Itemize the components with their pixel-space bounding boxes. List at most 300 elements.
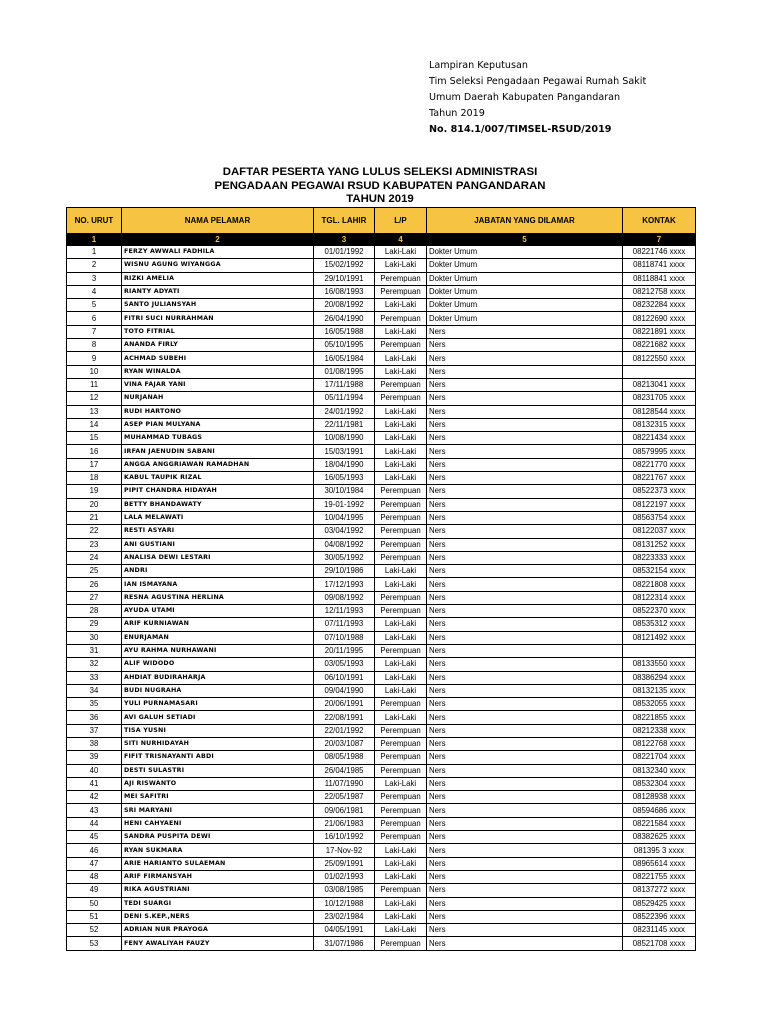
cell-jabatan: Ners [427,751,623,764]
cell-tgl-lahir: 20/06/1991 [314,698,375,711]
cell-no-urut: 36 [67,711,122,724]
cell-jabatan: Dokter Umum [427,299,623,312]
cell-nama-pelamar: AYU RAHMA NURHAWANI [122,644,314,657]
table-row [67,511,696,524]
document-title [60,166,700,207]
table-row [67,711,696,724]
cell-tgl-lahir: 05/11/1994 [314,392,375,405]
cell-jabatan: Ners [427,711,623,724]
table-row [67,365,696,378]
cell-lp: Perempuan [375,591,427,604]
table-row [67,658,696,671]
cell-nama-pelamar: AVI GALUH SETIADI [122,711,314,724]
cell-kontak: 08122550 xxxx [623,352,696,365]
cell-lp: Laki-Laki [375,325,427,338]
table-row [67,299,696,312]
cell-tgl-lahir: 16/05/1993 [314,472,375,485]
cell-lp: Perempuan [375,817,427,830]
cell-no-urut: 7 [67,325,122,338]
cell-nama-pelamar: ARIE HARIANTO SULAEMAN [122,857,314,870]
cell-nama-pelamar: TOTO FITRIAL [122,325,314,338]
cell-kontak: 08132340 xxxx [623,764,696,777]
cell-lp: Laki-Laki [375,711,427,724]
table-row [67,392,696,405]
cell-nama-pelamar: MUHAMMAD TUBAGS [122,432,314,445]
cell-tgl-lahir: 26/04/1985 [314,764,375,777]
cell-nama-pelamar: PIPIT CHANDRA HIDAYAH [122,485,314,498]
cell-kontak: 08522370 xxxx [623,605,696,618]
cell-jabatan: Ners [427,644,623,657]
cell-jabatan: Ners [427,352,623,365]
cell-tgl-lahir: 22/11/1981 [314,418,375,431]
column-number: 3 [314,234,375,246]
cell-tgl-lahir: 09/08/1992 [314,591,375,604]
cell-lp: Laki-Laki [375,777,427,790]
cell-kontak: 08133550 xxxx [623,658,696,671]
cell-jabatan: Ners [427,525,623,538]
cell-kontak: 08221767 xxxx [623,472,696,485]
cell-lp: Laki-Laki [375,405,427,418]
cell-kontak: 08213041 xxxx [623,378,696,391]
cell-nama-pelamar: TEDI SUARGI [122,897,314,910]
table-row [67,551,696,564]
cell-tgl-lahir: 22/01/1992 [314,724,375,737]
cell-kontak: 08122690 xxxx [623,312,696,325]
cell-tgl-lahir: 01/01/1992 [314,246,375,259]
cell-lp: Perempuan [375,538,427,551]
cell-nama-pelamar: FENY AWALIYAH FAUZY [122,937,314,950]
cell-no-urut: 30 [67,631,122,644]
cell-nama-pelamar: RUDI HARTONO [122,405,314,418]
cell-nama-pelamar: FIFIT TRISNAYANTI ABDI [122,751,314,764]
table-row [67,644,696,657]
table-row [67,578,696,591]
cell-lp: Laki-Laki [375,618,427,631]
cell-tgl-lahir: 29/10/1986 [314,565,375,578]
table-row [67,498,696,511]
cell-jabatan: Ners [427,764,623,777]
table-row [67,445,696,458]
cell-kontak: 08532304 xxxx [623,777,696,790]
cell-kontak: 08522396 xxxx [623,910,696,923]
cell-kontak: 08532055 xxxx [623,698,696,711]
cell-no-urut: 49 [67,884,122,897]
table-row [67,631,696,644]
cell-no-urut: 44 [67,817,122,830]
cell-lp: Perempuan [375,698,427,711]
cell-tgl-lahir: 20/03/1087 [314,737,375,750]
cell-lp: Laki-Laki [375,910,427,923]
lampiran-line: Lampiran Keputusan [429,60,528,71]
cell-kontak: 08131252 xxxx [623,538,696,551]
cell-no-urut: 22 [67,525,122,538]
cell-tgl-lahir: 01/02/1993 [314,870,375,883]
cell-nama-pelamar: MEI SAFITRI [122,791,314,804]
cell-jabatan: Ners [427,924,623,937]
cell-no-urut: 46 [67,844,122,857]
cell-tgl-lahir: 09/04/1990 [314,684,375,697]
cell-tgl-lahir: 30/10/1984 [314,485,375,498]
cell-lp: Laki-Laki [375,658,427,671]
cell-nama-pelamar: RIKA AGUSTRIANI [122,884,314,897]
cell-kontak: 08122197 xxxx [623,498,696,511]
cell-jabatan: Ners [427,737,623,750]
cell-kontak: 08221746 xxxx [623,246,696,259]
cell-jabatan: Ners [427,817,623,830]
cell-jabatan: Dokter Umum [427,259,623,272]
cell-kontak [623,644,696,657]
cell-no-urut: 43 [67,804,122,817]
cell-nama-pelamar: SANDRA PUSPITA DEWI [122,831,314,844]
cell-nama-pelamar: WISNU AGUNG WIYANGGA [122,259,314,272]
table-row [67,870,696,883]
header-tgl-lahir: TGL. LAHIR [314,208,375,234]
table-row [67,538,696,551]
cell-nama-pelamar: RYAN SUKMARA [122,844,314,857]
cell-lp: Perempuan [375,724,427,737]
cell-kontak: 08532154 xxxx [623,565,696,578]
cell-lp: Laki-Laki [375,365,427,378]
cell-jabatan: Ners [427,671,623,684]
cell-nama-pelamar: DENI S.KEP.,NERS [122,910,314,923]
cell-no-urut: 5 [67,299,122,312]
cell-jabatan: Ners [427,684,623,697]
cell-lp: Perempuan [375,498,427,511]
cell-kontak: 08221704 xxxx [623,751,696,764]
cell-jabatan: Dokter Umum [427,312,623,325]
cell-lp: Perempuan [375,831,427,844]
cell-no-urut: 21 [67,511,122,524]
cell-lp: Perempuan [375,525,427,538]
table-row [67,791,696,804]
cell-jabatan: Ners [427,339,623,352]
cell-nama-pelamar: AJI RISWANTO [122,777,314,790]
cell-nama-pelamar: RESNA AGUSTINA HERLINA [122,591,314,604]
cell-no-urut: 35 [67,698,122,711]
cell-kontak: 08132315 xxxx [623,418,696,431]
table-row [67,884,696,897]
cell-tgl-lahir: 26/04/1990 [314,312,375,325]
cell-lp: Perempuan [375,605,427,618]
cell-jabatan: Ners [427,698,623,711]
cell-kontak: 08231145 xxxx [623,924,696,937]
cell-nama-pelamar: YULI PURNAMASARI [122,698,314,711]
cell-lp: Perempuan [375,551,427,564]
cell-no-urut: 37 [67,724,122,737]
cell-lp: Perempuan [375,378,427,391]
table-row [67,924,696,937]
cell-no-urut: 9 [67,352,122,365]
cell-lp: Perempuan [375,804,427,817]
table-row [67,737,696,750]
table-row [67,684,696,697]
cell-tgl-lahir: 20/11/1995 [314,644,375,657]
cell-tgl-lahir: 16/10/1992 [314,831,375,844]
cell-kontak: 08579995 xxxx [623,445,696,458]
table-row [67,285,696,298]
cell-no-urut: 26 [67,578,122,591]
lampiran-line: Tahun 2019 [429,108,485,119]
cell-lp: Laki-Laki [375,445,427,458]
cell-nama-pelamar: SRI MARYANI [122,804,314,817]
cell-no-urut: 31 [67,644,122,657]
cell-tgl-lahir: 24/01/1992 [314,405,375,418]
cell-lp: Laki-Laki [375,259,427,272]
table-row [67,272,696,285]
table-row [67,605,696,618]
cell-lp: Perempuan [375,751,427,764]
cell-tgl-lahir: 10/04/1995 [314,511,375,524]
cell-jabatan: Ners [427,365,623,378]
cell-lp: Perempuan [375,485,427,498]
cell-tgl-lahir: 04/08/1992 [314,538,375,551]
cell-kontak: 08221584 xxxx [623,817,696,830]
table-row [67,339,696,352]
table-row [67,777,696,790]
cell-nama-pelamar: AHDIAT BUDIRAHARJA [122,671,314,684]
cell-jabatan: Ners [427,605,623,618]
cell-kontak: 08132135 xxxx [623,684,696,697]
cell-jabatan: Ners [427,804,623,817]
cell-tgl-lahir: 06/10/1991 [314,671,375,684]
cell-nama-pelamar: ARIF KURNIAWAN [122,618,314,631]
cell-kontak: 08521708 xxxx [623,937,696,950]
cell-nama-pelamar: AYUDA UTAMI [122,605,314,618]
cell-jabatan: Ners [427,325,623,338]
cell-jabatan: Ners [427,857,623,870]
cell-lp: Perempuan [375,884,427,897]
cell-nama-pelamar: ASEP PIAN MULYANA [122,418,314,431]
cell-no-urut: 11 [67,378,122,391]
cell-lp: Laki-Laki [375,684,427,697]
title-line-1: DAFTAR PESERTA YANG LULUS SELEKSI ADMINISTRASI [222,166,538,178]
lampiran-line: Tim Seleksi Pengadaan Pegawai Rumah Sakit [429,76,647,87]
cell-no-urut: 47 [67,857,122,870]
cell-lp: Laki-Laki [375,432,427,445]
cell-tgl-lahir: 09/06/1981 [314,804,375,817]
table-row [67,764,696,777]
cell-lp: Laki-Laki [375,299,427,312]
cell-lp: Perempuan [375,339,427,352]
cell-no-urut: 45 [67,831,122,844]
cell-jabatan: Ners [427,551,623,564]
cell-kontak: 08118841 xxxx [623,272,696,285]
table-row [67,831,696,844]
cell-kontak: 08386294 xxxx [623,671,696,684]
cell-no-urut: 3 [67,272,122,285]
cell-no-urut: 34 [67,684,122,697]
cell-tgl-lahir: 30/05/1992 [314,551,375,564]
cell-jabatan: Ners [427,870,623,883]
table-row [67,671,696,684]
cell-kontak: 08221434 xxxx [623,432,696,445]
cell-jabatan: Ners [427,458,623,471]
cell-tgl-lahir: 29/10/1991 [314,272,375,285]
table-row [67,618,696,631]
cell-kontak: 08122314 xxxx [623,591,696,604]
cell-nama-pelamar: IRFAN JAENUDIN SABANI [122,445,314,458]
cell-no-urut: 18 [67,472,122,485]
cell-jabatan: Ners [427,631,623,644]
cell-nama-pelamar: FITRI SUCI NURRAHMAN [122,312,314,325]
cell-jabatan: Ners [427,418,623,431]
cell-kontak: 08232284 xxxx [623,299,696,312]
cell-kontak: 08122768 xxxx [623,737,696,750]
cell-jabatan: Ners [427,910,623,923]
table-row [67,525,696,538]
cell-kontak: 08529425 xxxx [623,897,696,910]
cell-tgl-lahir: 03/04/1992 [314,525,375,538]
cell-nama-pelamar: ANGGA ANGGRIAWAN RAMADHAN [122,458,314,471]
header-lp: L/P [375,208,427,234]
cell-no-urut: 53 [67,937,122,950]
header-kontak: KONTAK [623,208,696,234]
cell-tgl-lahir: 07/11/1993 [314,618,375,631]
participant-table [66,207,696,951]
table-header-row [67,208,696,234]
lampiran-line: Umum Daerah Kabupaten Pangandaran [429,92,621,103]
table-row [67,897,696,910]
table-row [67,724,696,737]
cell-kontak: 081395 3 xxxx [623,844,696,857]
cell-no-urut: 24 [67,551,122,564]
cell-tgl-lahir: 17/12/1993 [314,578,375,591]
cell-nama-pelamar: KABUL TAUPIK RIZAL [122,472,314,485]
cell-lp: Perempuan [375,791,427,804]
cell-kontak: 08221770 xxxx [623,458,696,471]
cell-lp: Laki-Laki [375,578,427,591]
cell-lp: Perempuan [375,312,427,325]
cell-tgl-lahir: 16/05/1988 [314,325,375,338]
cell-lp: Laki-Laki [375,897,427,910]
table-row [67,246,696,259]
cell-jabatan: Ners [427,937,623,950]
column-number: 1 [67,234,122,246]
table-row [67,698,696,711]
cell-no-urut: 42 [67,791,122,804]
cell-no-urut: 2 [67,259,122,272]
cell-no-urut: 19 [67,485,122,498]
cell-lp: Perempuan [375,272,427,285]
header-jabatan: JABATAN YANG DILAMAR [427,208,623,234]
cell-kontak: 08212758 xxxx [623,285,696,298]
cell-lp: Laki-Laki [375,924,427,937]
cell-tgl-lahir: 10/12/1988 [314,897,375,910]
cell-jabatan: Ners [427,511,623,524]
cell-tgl-lahir: 16/08/1993 [314,285,375,298]
cell-nama-pelamar: RESTI ASYARI [122,525,314,538]
table-row [67,591,696,604]
cell-tgl-lahir: 18/04/1990 [314,458,375,471]
cell-lp: Perempuan [375,511,427,524]
cell-no-urut: 50 [67,897,122,910]
cell-kontak: 08118741 xxxx [623,259,696,272]
cell-no-urut: 27 [67,591,122,604]
cell-kontak: 08128938 xxxx [623,791,696,804]
cell-tgl-lahir: 15/02/1992 [314,259,375,272]
cell-no-urut: 39 [67,751,122,764]
cell-no-urut: 40 [67,764,122,777]
cell-nama-pelamar: SITI NURHIDAYAH [122,737,314,750]
cell-no-urut: 48 [67,870,122,883]
cell-no-urut: 13 [67,405,122,418]
cell-lp: Perempuan [375,737,427,750]
title-line-2: PENGADAAN PEGAWAI RSUD KABUPATEN PANGANDARAN [214,179,546,192]
table-row [67,565,696,578]
table-row [67,751,696,764]
table-row [67,352,696,365]
cell-tgl-lahir: 19-01-1992 [314,498,375,511]
cell-jabatan: Ners [427,472,623,485]
table-row [67,378,696,391]
cell-nama-pelamar: ADRIAN NUR PRAYOGA [122,924,314,937]
cell-tgl-lahir: 10/08/1990 [314,432,375,445]
cell-lp: Laki-Laki [375,565,427,578]
cell-lp: Laki-Laki [375,352,427,365]
cell-jabatan: Ners [427,405,623,418]
cell-jabatan: Ners [427,565,623,578]
cell-nama-pelamar: RIANTY ADYATI [122,285,314,298]
cell-nama-pelamar: ANANDA FIRLY [122,339,314,352]
cell-jabatan: Ners [427,897,623,910]
cell-jabatan: Ners [427,445,623,458]
cell-no-urut: 51 [67,910,122,923]
cell-kontak: 08522373 xxxx [623,485,696,498]
cell-nama-pelamar: TISA YUSNI [122,724,314,737]
cell-tgl-lahir: 22/08/1991 [314,711,375,724]
column-number: 5 [427,234,623,246]
cell-no-urut: 28 [67,605,122,618]
cell-kontak: 08128544 xxxx [623,405,696,418]
cell-kontak: 08221682 xxxx [623,339,696,352]
table-row [67,312,696,325]
table-row [67,804,696,817]
cell-no-urut: 29 [67,618,122,631]
cell-tgl-lahir: 05/10/1995 [314,339,375,352]
cell-jabatan: Ners [427,791,623,804]
cell-tgl-lahir: 08/05/1988 [314,751,375,764]
cell-no-urut: 14 [67,418,122,431]
cell-no-urut: 25 [67,565,122,578]
column-number: 2 [122,234,314,246]
cell-lp: Laki-Laki [375,418,427,431]
cell-kontak: 08231705 xxxx [623,392,696,405]
cell-lp: Laki-Laki [375,631,427,644]
cell-kontak: 08221891 xxxx [623,325,696,338]
cell-jabatan: Ners [427,485,623,498]
table-row [67,844,696,857]
cell-lp: Laki-Laki [375,857,427,870]
cell-nama-pelamar: LALA MELAWATI [122,511,314,524]
cell-lp: Laki-Laki [375,246,427,259]
cell-jabatan: Ners [427,658,623,671]
cell-no-urut: 4 [67,285,122,298]
cell-tgl-lahir: 22/05/1987 [314,791,375,804]
cell-tgl-lahir: 23/02/1984 [314,910,375,923]
cell-kontak [623,365,696,378]
cell-tgl-lahir: 17/11/1988 [314,378,375,391]
cell-tgl-lahir: 03/08/1985 [314,884,375,897]
cell-no-urut: 20 [67,498,122,511]
cell-jabatan: Ners [427,498,623,511]
cell-nama-pelamar: FERZY AWWALI FADHILA [122,246,314,259]
lampiran-block [429,58,729,138]
cell-kontak: 08122037 xxxx [623,525,696,538]
cell-jabatan: Ners [427,591,623,604]
cell-no-urut: 12 [67,392,122,405]
column-number: 4 [375,234,427,246]
cell-lp: Laki-Laki [375,671,427,684]
